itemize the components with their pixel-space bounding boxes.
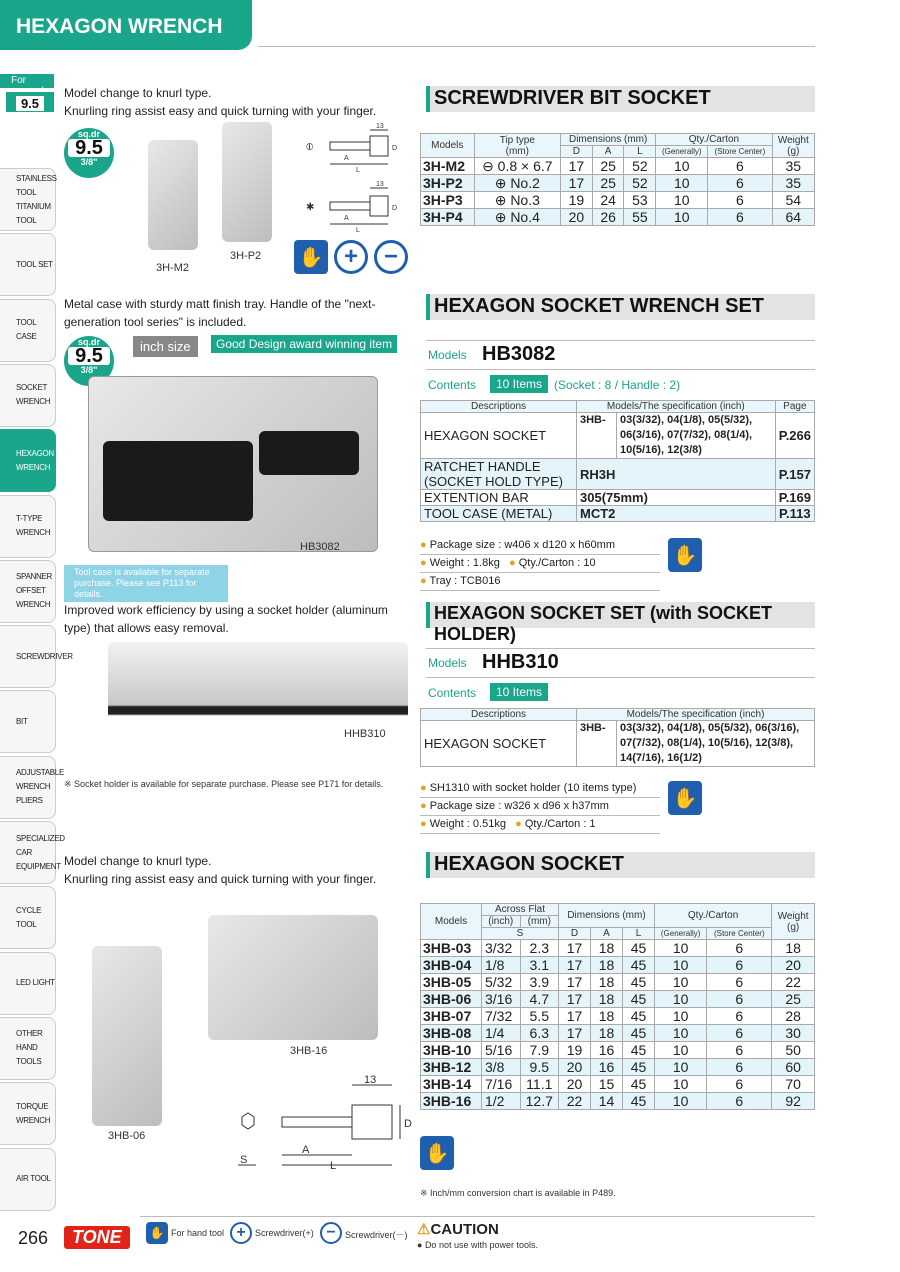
sidebar-item[interactable] xyxy=(0,625,73,688)
tool-case-note: Tool case is available for separate purchase. Please see P113 for details. xyxy=(64,565,228,602)
sqdr-badge-2: sq.dr 9.5 3/8" xyxy=(64,336,114,386)
s3-specs: ● SH1310 with socket holder (10 items type) ● Package size : w326 x d96 x h37mm ● Weight : 0.51kg ● Qty./Carton : 1 xyxy=(420,780,660,834)
screwdriver-plus-icon: + xyxy=(334,240,368,274)
svg-text:13: 13 xyxy=(364,1075,377,1086)
sidebar-item-label: LED LIGHT xyxy=(16,978,55,988)
page-title: HEXAGON WRENCH xyxy=(0,0,252,50)
caption-3h-m2: 3H-M2 xyxy=(156,262,190,274)
sidebar-item-label: HEXAGON xyxy=(16,448,54,458)
sidebar-item-label: SPANNER xyxy=(16,572,52,582)
table-row: HEXAGON SOCKET 3HB- 03(3/32), 04(1/8), 05(5/32), 06(3/16), 07(7/32), 08(1/4), 10(5/16), 12(3/8) P.266 xyxy=(421,413,815,459)
table-row: TOOL CASE (METAL) MCT2 P.113 xyxy=(421,506,815,522)
sidebar-item-label: T-TYPE xyxy=(16,514,43,523)
s3-description: Improved work efficiency by using a socket holder (aluminum type) that allows easy removal. xyxy=(64,603,388,635)
page-number: 266 xyxy=(18,1228,49,1248)
divider xyxy=(426,677,815,678)
svg-text:13: 13 xyxy=(376,181,384,188)
caution-heading: ⚠CAUTION xyxy=(417,1221,499,1238)
contents-label: Contents xyxy=(428,686,477,700)
sidebar-item[interactable] xyxy=(0,821,65,884)
caption-3h-p2: 3H-P2 xyxy=(230,250,262,262)
svg-text:S: S xyxy=(240,1154,248,1166)
svg-text:A: A xyxy=(344,155,349,162)
legend-screwdriver-minus: Screwdriver(－) xyxy=(345,1230,408,1240)
s2-specs: ● Package size : w406 x d120 x h60mm ● Weight : 1.8kg ● Qty./Carton : 10 ● Tray : TCB016 xyxy=(420,537,660,591)
sidebar-item[interactable] xyxy=(0,886,56,949)
table-row: 3HB-10 5/16 7.9 19 16 45 10 6 50 xyxy=(421,1042,815,1059)
caption-3hb06: 3HB-06 xyxy=(108,1130,146,1142)
sidebar-item[interactable] xyxy=(0,364,56,427)
table-row: 3HB-12 3/8 9.5 20 16 45 10 6 60 xyxy=(421,1059,815,1076)
sidebar-item-label: SOCKET xyxy=(16,383,48,393)
svg-text:⦶: ⦶ xyxy=(306,142,314,153)
award-badge: Good Design award winning item xyxy=(211,335,397,353)
items-badge: 10 Items xyxy=(490,683,548,701)
s1-description: Model change to knurl type. Knurling ring assist easy and quick turning with your finger. xyxy=(64,86,377,118)
screwdriver-plus-icon: + xyxy=(230,1222,252,1244)
divider xyxy=(426,648,815,649)
sidebar-item-label: TORQUE xyxy=(16,1101,49,1111)
sidebar-item-label: TOOL CASE xyxy=(16,318,37,342)
caption-hb3082: HB3082 xyxy=(300,541,340,553)
sqdr-badge: sq.dr 9.5 3/8" xyxy=(64,128,114,178)
socket-photo-flat xyxy=(148,140,198,250)
hand-tool-icon: ✋ xyxy=(668,538,702,572)
table-row: 3HB-16 1/2 12.7 22 14 45 10 6 92 xyxy=(421,1093,815,1110)
legend-hand-tool: For hand tool xyxy=(171,1228,225,1238)
contents-breakdown: (Socket : 8 / Handle : 2) xyxy=(554,378,681,392)
table-row: 3HB-04 1/8 3.1 17 18 45 10 6 20 xyxy=(421,957,815,974)
model-hhb310: HHB310 xyxy=(482,651,559,673)
sidebar-item-label: OFFSET WRENCH xyxy=(16,586,51,610)
socket-holder-note: ※ Socket holder is available for separate purchase. Please see P171 for details. xyxy=(64,779,384,789)
svg-text:L: L xyxy=(356,227,360,232)
sidebar-item[interactable] xyxy=(0,168,56,231)
models-label: Models xyxy=(428,348,467,362)
tone-logo: TONE xyxy=(64,1226,130,1249)
sidebar-item-label: TITANIUM TOOL xyxy=(16,201,51,225)
model-hb3082: HB3082 xyxy=(482,343,556,365)
caution-note: ● Do not use with power tools. xyxy=(417,1240,538,1250)
s3-section-title: HEXAGON SOCKET SET (with SOCKET HOLDER) xyxy=(426,602,815,628)
svg-text:L: L xyxy=(356,167,360,174)
hand-tool-icon: ✋ xyxy=(146,1222,168,1244)
hb3082-case-photo xyxy=(88,376,378,552)
sidebar-item-label: SCREWDRIVER xyxy=(16,651,73,661)
caption-hhb310: HHB310 xyxy=(344,728,386,740)
items-badge: 10 Items xyxy=(490,375,548,393)
models-label: Models xyxy=(428,656,467,670)
table-row: 3HB-06 3/16 4.7 17 18 45 10 6 25 xyxy=(421,991,815,1008)
inch-size-badge: inch size xyxy=(133,336,198,357)
contents-label: Contents xyxy=(428,378,477,392)
manual-number: 9.5 xyxy=(6,92,54,112)
sidebar-item-label: WRENCH xyxy=(16,528,51,537)
hand-tool-icon: ✋ xyxy=(294,240,328,274)
sidebar-item[interactable] xyxy=(0,952,56,1015)
s1-section-title: SCREWDRIVER BIT SOCKET xyxy=(426,86,815,112)
sidebar-item[interactable] xyxy=(0,560,56,623)
sidebar-item-label: WRENCH xyxy=(16,397,51,407)
table-row: 3H-P2 ⊕ No.2 17 25 52 10 6 35 xyxy=(421,175,815,192)
divider xyxy=(426,369,815,370)
screwdriver-minus-icon: − xyxy=(320,1222,342,1244)
table-row: 3H-P3 ⊕ No.3 19 24 53 10 6 54 xyxy=(421,192,815,209)
hex-socket-dimension-drawing xyxy=(230,1075,412,1171)
s1-bit-socket-table: Models Tip type (mm) Dimensions (mm) Qty./Carton Weight (g) D A L (Generally) (Store Center) 3H-M2 ⊖ 0.8 × 6.7 17 25 52 10 6 35 3H-P2 ⊕ No.2 17 25 52 10 6 35 3H-P3 ⊕ No.3 19 24 53 10 6 54 3H-P4 ⊕ No.4 20 26 55 10 6 64 xyxy=(420,133,815,226)
svg-text:13: 13 xyxy=(376,123,384,130)
s4-description: Model change to knurl type. Knurling ring assist easy and quick turning with your finger. xyxy=(64,854,377,886)
sidebar-item[interactable] xyxy=(0,756,64,819)
svg-text:D: D xyxy=(392,145,398,152)
table-row: 3H-P4 ⊕ No.4 20 26 55 10 6 64 xyxy=(421,209,815,226)
table-row: 3HB-14 7/16 11.1 20 15 45 10 6 70 xyxy=(421,1076,815,1093)
sidebar-item-label: PLIERS xyxy=(16,796,43,806)
bit-socket-dimension-drawing xyxy=(300,120,410,232)
caption-3hb16: 3HB-16 xyxy=(290,1045,328,1057)
table-row: 3HB-05 5/32 3.9 17 18 45 10 6 22 xyxy=(421,974,815,991)
sidebar-item-label: AIR TOOL xyxy=(16,1174,51,1183)
socket-photo-phillips xyxy=(222,122,272,242)
sidebar-item-label: ADJUSTABLE xyxy=(16,768,64,778)
sidebar-item-label: WRENCH xyxy=(16,782,51,792)
table-row: 3H-M2 ⊖ 0.8 × 6.7 17 25 52 10 6 35 xyxy=(421,158,815,175)
sidebar-item[interactable] xyxy=(0,1017,56,1080)
socket-photo-3hb06 xyxy=(92,946,162,1126)
sidebar-item-label: BIT xyxy=(16,716,28,726)
table-row: 3HB-07 7/32 5.5 17 18 45 10 6 28 xyxy=(421,1008,815,1025)
sidebar-item-label: CYCLE TOOL xyxy=(16,905,42,929)
socket-photo-3hb16 xyxy=(208,915,378,1040)
table-row: 3HB-03 3/32 2.3 17 18 45 10 6 18 xyxy=(421,940,815,957)
sidebar-item-label: OTHER HAND xyxy=(16,1029,43,1053)
table-row: 3HB-08 1/4 6.3 17 18 45 10 6 30 xyxy=(421,1025,815,1042)
s2-description: Metal case with sturdy matt finish tray. Handle of the "next- generation tool series" is included. xyxy=(64,297,376,329)
manual-label: For xyxy=(0,74,54,88)
sidebar-item[interactable] xyxy=(0,1082,56,1145)
legend-screwdriver-plus: Screwdriver(+) xyxy=(255,1228,314,1238)
svg-text:D: D xyxy=(404,1118,412,1130)
sidebar-item-label: WRENCH xyxy=(16,1115,51,1125)
sidebar-item-label: TOOL SET xyxy=(16,259,53,269)
svg-text:L: L xyxy=(330,1160,337,1171)
sidebar-item[interactable] xyxy=(0,1148,56,1211)
sidebar-item-label: TOOLS xyxy=(16,1057,42,1067)
table-row: RATCHET HANDLE (SOCKET HOLD TYPE) RH3H P.157 xyxy=(421,459,815,490)
sidebar-item-label: STAINLESS TOOL xyxy=(16,173,57,197)
s2-contents-table: Descriptions Models/The specification (inch) Page HEXAGON SOCKET 3HB- 03(3/32), 04(1/8), 05(5/32), 06(3/16), 07(7/32), 08(1/4), 10(5/16), 12(3/8) P.266 RATCHET HANDLE (SOCKET HOLD TYPE) RH3H P.157 EXTENTION BAR 305(75mm) P.169 TOOL CASE (METAL) MCT2 P.113 xyxy=(420,400,815,522)
svg-text:A: A xyxy=(344,215,349,222)
s4-section-title: HEXAGON SOCKET xyxy=(426,852,815,878)
sidebar-item-label: SPECIALIZED xyxy=(16,833,65,843)
s4-hex-socket-table: Models Across Flat Dimensions (mm) Qty./Carton Weight (g) (inch) (mm) S D A L (Generally) (Store Center) 3HB-03 3/32 2.3 17 18 45 10 6 18 3HB-04 1/8 3.1 17 18 45 10 6 20 3HB-05 5/32 3.9 17 18 45 10 6 22 3HB-06 3/16 4.7 17 18 45 10 6 25 3HB-07 7/32 5.5 17 18 45 10 6 28 3HB-08 1/4 6.3 17 18 45 10 6 30 3HB-10 5/16 7.9 19 16 45 10 6 50 3HB-12 3/8 9.5 20 16 45 10 6 60 3HB-14 7/16 11.1 20 15 45 10 6 70 3HB-16 1/2 12.7 22 14 45 10 6 92 xyxy=(420,903,815,1110)
sidebar-item[interactable] xyxy=(0,299,56,362)
divider xyxy=(258,46,815,47)
sidebar-item[interactable] xyxy=(0,233,56,296)
case-compartment xyxy=(259,431,359,475)
warning-icon: ⚠ xyxy=(417,1221,431,1238)
svg-text:A: A xyxy=(302,1144,310,1156)
sidebar-item-label: WRENCH xyxy=(16,462,51,472)
svg-text:✱: ✱ xyxy=(306,202,315,213)
sidebar-item-label: CAR EQUIPMENT xyxy=(16,847,61,871)
divider xyxy=(140,1216,815,1217)
sidebar-item[interactable] xyxy=(0,690,56,753)
svg-text:D: D xyxy=(392,205,398,212)
sidebar-item[interactable] xyxy=(0,429,56,492)
table-row: EXTENTION BAR 305(75mm) P.169 xyxy=(421,490,815,506)
case-tray xyxy=(103,441,253,521)
s3-contents-table: Descriptions Models/The specification (inch) HEXAGON SOCKET 3HB- 03(3/32), 04(1/8), 05(5/32), 06(3/16), 07(7/32), 08(1/4), 10(5/16), 12(3/8), 14(7/16), 16(1/2) xyxy=(420,708,815,767)
screwdriver-minus-icon: − xyxy=(374,240,408,274)
hand-tool-icon: ✋ xyxy=(420,1136,454,1170)
conversion-note: ※ Inch/mm conversion chart is available in P489. xyxy=(420,1188,616,1198)
hand-tool-icon: ✋ xyxy=(668,781,702,815)
divider xyxy=(426,340,815,341)
s2-section-title: HEXAGON SOCKET WRENCH SET xyxy=(426,294,815,320)
hhb310-holder-photo xyxy=(108,642,408,732)
sidebar-item[interactable] xyxy=(0,495,56,558)
